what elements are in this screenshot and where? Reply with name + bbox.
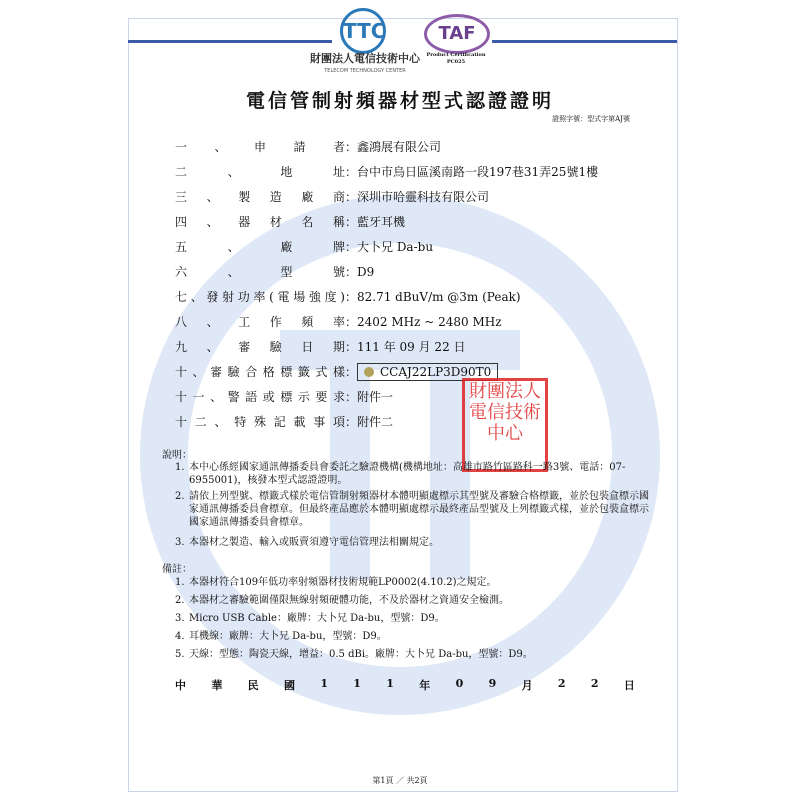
note-item: [175, 594, 650, 607]
colon: ：: [345, 165, 358, 179]
official-seal: 財團法人電信技術中心: [462, 378, 548, 472]
field-row: [175, 413, 393, 430]
taf-code: PC025: [446, 59, 466, 65]
reference-number: 證照字號：型式字第AJ號: [552, 115, 630, 123]
date-char: 民: [247, 679, 259, 692]
remarks-heading: 備註：: [162, 564, 192, 575]
colon: ：: [345, 140, 358, 154]
date-char: 1: [386, 677, 394, 690]
page-number: 第1頁 ／ 共2頁: [372, 776, 428, 785]
colon: ：: [345, 265, 358, 279]
field-row: [175, 313, 502, 330]
taf-caption-text: Product Certification: [426, 52, 486, 58]
date-char: 9: [488, 677, 497, 690]
field-row: [175, 338, 466, 355]
field-row: [175, 138, 441, 155]
field-value: 2402 MHz ~ 2480 MHz: [357, 315, 502, 329]
field-value: 藍牙耳機: [357, 215, 406, 229]
field-label: 四、器材名稱: [175, 215, 345, 229]
colon: ：: [345, 415, 358, 429]
field-label: 八、工作頻率: [175, 315, 345, 329]
colon: ：: [345, 215, 358, 229]
field-label: 五、廠牌: [175, 240, 345, 254]
field-value: 附件一: [357, 390, 394, 404]
page-title: 電信管制射頻器材型式認證證明: [245, 90, 554, 112]
note-text: 本器材之審驗範圍僅限無線射頻硬體功能，不及於器材之資通安全檢測。: [189, 595, 509, 606]
note-item: [175, 612, 650, 625]
note-item: [175, 536, 650, 549]
date-char: 日: [623, 679, 635, 692]
date-char: 0: [455, 677, 464, 690]
date-char: 國: [283, 679, 295, 692]
date-char: 2: [557, 677, 566, 690]
field-value: 附件二: [357, 415, 394, 429]
field-value: 鑫鴻展有限公司: [357, 140, 442, 154]
note-number: 2.: [175, 491, 185, 502]
note-text: 本器材符合109年低功率射頻器材技術規範LP0002(4.10.2)之規定。: [189, 577, 497, 588]
issue-date: [175, 677, 635, 693]
colon: ：: [345, 340, 358, 354]
field-label: 三、製造廠商: [175, 190, 345, 204]
field-value: 82.71 dBuV/m @3m (Peak): [357, 290, 521, 304]
note-item: [175, 576, 650, 589]
note-number: 4.: [175, 631, 185, 642]
note-number: 2.: [175, 595, 185, 606]
header-rule-left: [128, 40, 332, 43]
colon: ：: [345, 365, 358, 379]
field-label: 七、發射功率(電場強度): [175, 290, 345, 304]
field-row: [175, 263, 374, 280]
taf-logo: TAF: [424, 14, 490, 54]
field-value: 111 年 09 月 22 日: [357, 340, 466, 354]
date-char: 月: [521, 679, 533, 692]
field-label: 九、審驗日期: [175, 340, 345, 354]
field-row: [175, 188, 489, 205]
header-rule-right: [492, 40, 677, 43]
colon: ：: [345, 315, 358, 329]
note-text: 本器材之製造、輸入或販賣須遵守電信管理法相關規定。: [189, 537, 439, 548]
note-number: 3.: [175, 613, 185, 624]
field-label: 一、申請者: [175, 140, 345, 154]
field-label: 六、型號: [175, 265, 345, 279]
field-label: 十、審驗合格標籤式樣: [175, 365, 345, 379]
note-item: [175, 490, 650, 529]
org-name: 財團法人電信技術中心: [310, 52, 420, 65]
field-value: 台中市烏日區溪南路一段197巷31弄25號1樓: [357, 165, 599, 179]
note-item: [175, 461, 650, 487]
field-row: [175, 388, 393, 405]
note-text: Micro USB Cable：廠牌：大卜兄 Da-bu，型號：D9。: [189, 613, 445, 624]
ncc-mark-icon: [364, 367, 374, 377]
date-char: 2: [590, 677, 599, 690]
field-row: [175, 213, 405, 230]
field-value: D9: [357, 265, 375, 279]
field-value: 大卜兄 Da-bu: [357, 240, 434, 254]
explanation-heading: 說明：: [162, 450, 192, 461]
colon: ：: [345, 290, 358, 304]
org-name-en: TELECOM TECHNOLOGY CENTER: [324, 68, 406, 74]
note-text: 請依上列型號、標籤式樣於電信管制射頻器材本體明顯處標示其型號及審驗合格標籤，並於包裝盒標示國家通訊傳播委員會標章。但最終產品應於本體明顯處標示最終產品型號及上列標籤式樣，並於包裝盒標示國家通訊傳播委員會標章。: [189, 491, 649, 528]
field-row: [175, 288, 521, 305]
note-text: 天線：型態：陶瓷天線，增益：0.5 dBi。廠牌：大卜兄 Da-bu，型號：D9。: [189, 649, 533, 660]
field-label: 十二、特殊記載事項: [175, 415, 345, 429]
colon: ：: [345, 240, 358, 254]
note-number: 1.: [175, 462, 185, 473]
note-number: 3.: [175, 537, 185, 548]
date-char: 1: [353, 677, 361, 690]
note-text: 本中心係經國家通訊傳播委員會委託之驗證機構(機構地址：高雄市路竹區路科一路3號、電話：07-6955001)，核發本型式認證證明。: [189, 462, 626, 486]
colon: ：: [345, 390, 358, 404]
date-char: 年: [419, 679, 431, 692]
field-value: 深圳市哈靈科技有限公司: [357, 190, 490, 204]
note-text: 耳機線：廠牌：大卜兄 Da-bu，型號：D9。: [189, 631, 387, 642]
taf-caption: [414, 52, 498, 66]
label-sample: CCAJ22LP3D90T0: [357, 363, 498, 381]
date-char: 1: [320, 677, 328, 690]
note-item: [175, 630, 650, 643]
note-item: [175, 648, 650, 661]
field-row: [175, 163, 598, 180]
note-number: 5.: [175, 649, 185, 660]
field-row: [175, 363, 498, 380]
field-row: [175, 238, 433, 255]
note-number: 1.: [175, 577, 185, 588]
field-label: 十一、警語或標示要求: [175, 390, 345, 404]
ttc-logo: TTC: [340, 8, 386, 54]
field-label: 二、地址: [175, 165, 345, 179]
date-char: 中: [175, 679, 186, 692]
colon: ：: [345, 190, 358, 204]
date-char: 華: [211, 679, 223, 692]
